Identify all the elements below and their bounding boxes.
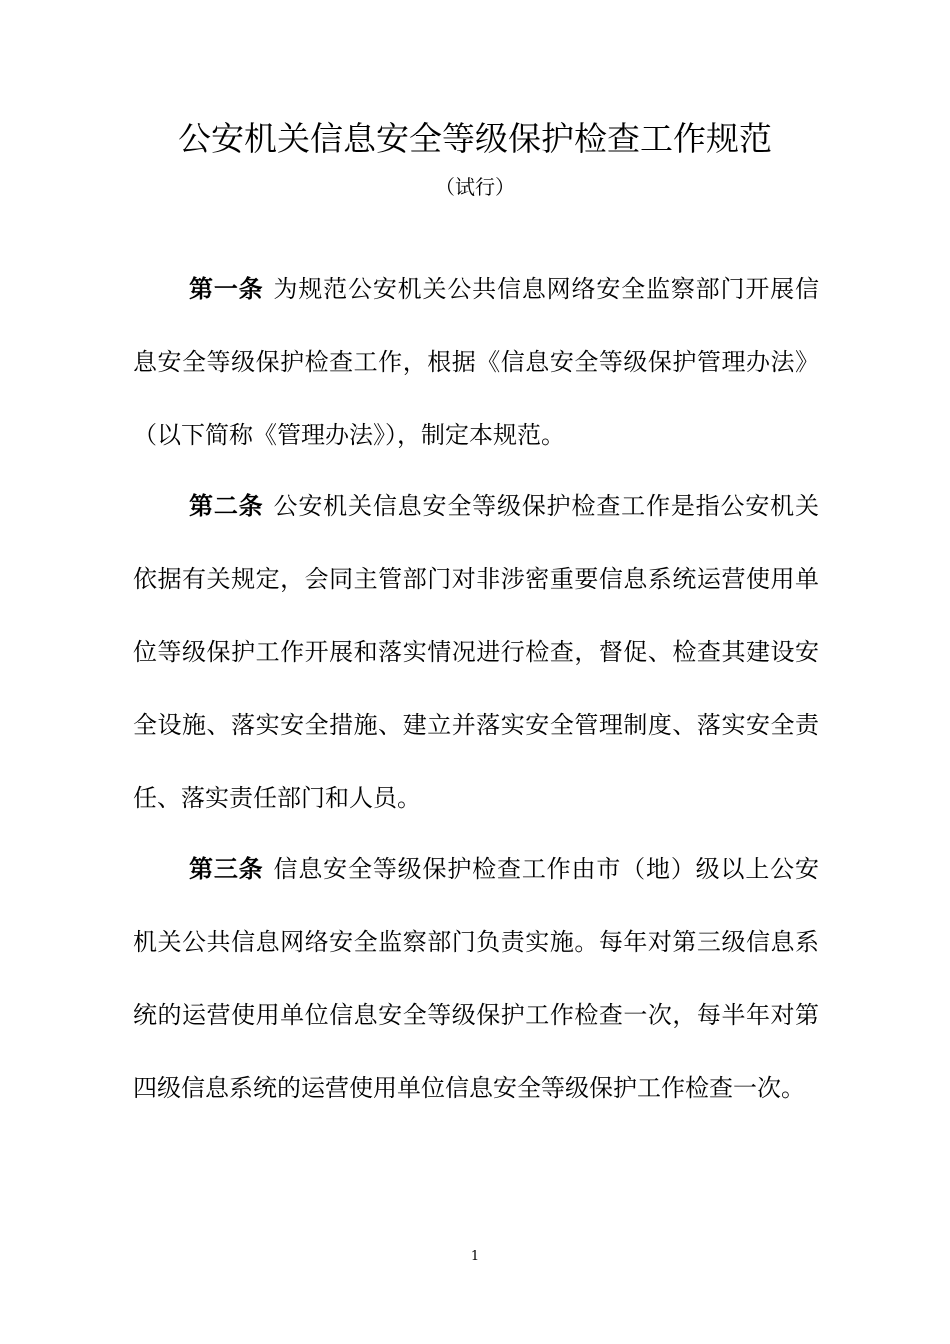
article-3-heading: 第三条 (189, 855, 264, 883)
article-2 (133, 470, 819, 835)
article-1-text: 为规范公安机关公共信息网络安全监察部门开展信息安全等级保护检查工作，根据《信息安全等级保护管理办法》（以下简称《管理办法》），制定本规范。 (133, 275, 819, 449)
document-title: 公安机关信息安全等级保护检查工作规范 (178, 119, 772, 158)
article-1 (133, 253, 819, 472)
article-1-heading: 第一条 (189, 275, 264, 303)
article-3-text: 信息安全等级保护检查工作由市（地）级以上公安机关公共信息网络安全监察部门负责实施。每年对第三级信息系统的运营使用单位信息安全等级保护工作检查一次，每半年对第四级信息系统的运营使用单位信息安全等级保护工作检查一次。 (133, 855, 819, 1102)
article-3 (133, 833, 819, 1125)
article-2-text: 公安机关信息安全等级保护检查工作是指公安机关依据有关规定，会同主管部门对非涉密重要信息系统运营使用单位等级保护工作开展和落实情况进行检查，督促、检查其建设安全设施、落实安全措施、建立并落实安全管理制度、落实安全责任、落实责任部门和人员。 (133, 492, 819, 812)
document-subtitle: （试行） (435, 175, 515, 199)
article-2-heading: 第二条 (189, 492, 264, 520)
page-number: 1 (470, 1249, 480, 1264)
